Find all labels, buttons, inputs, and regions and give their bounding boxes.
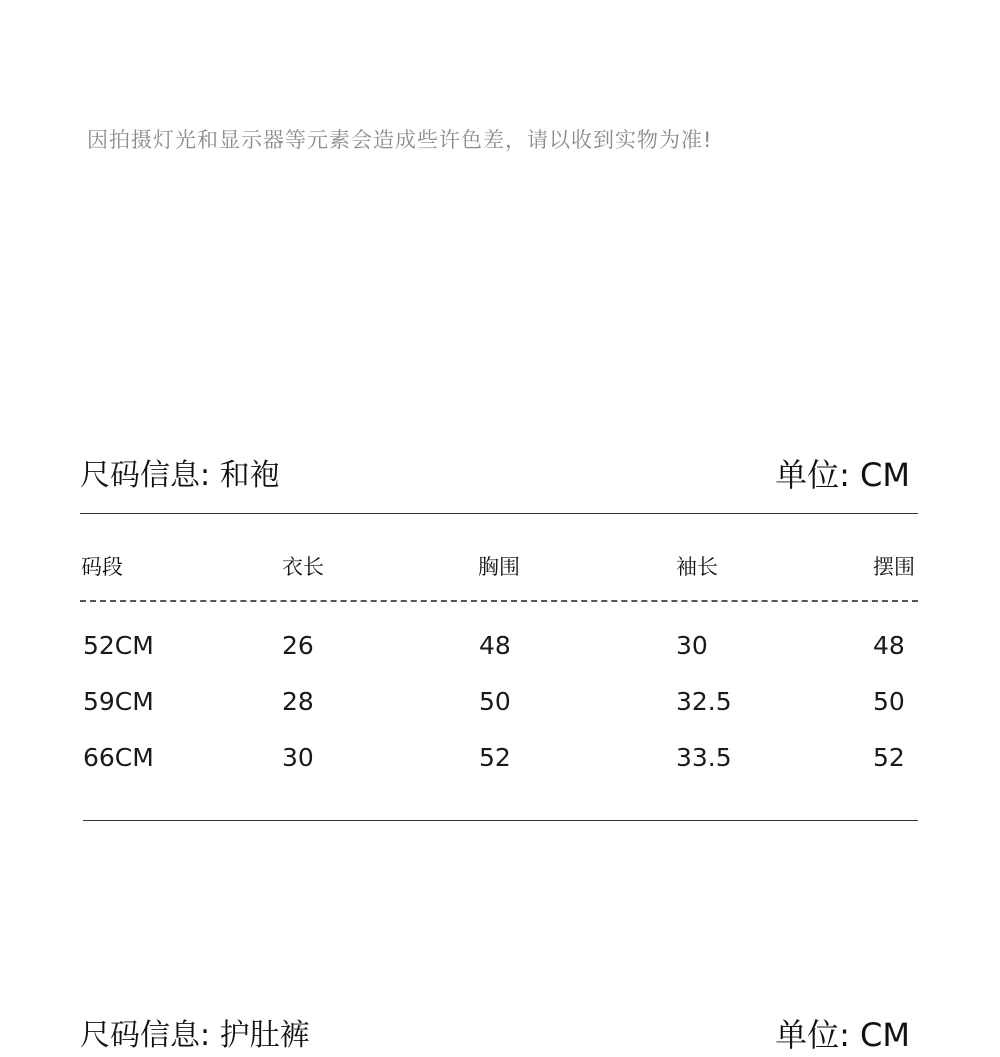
- cell-chest: 48: [479, 631, 511, 660]
- cell-length: 26: [282, 631, 314, 660]
- cell-hem: 48: [873, 631, 905, 660]
- cell-size: 52CM: [83, 631, 154, 660]
- section-title: 尺码信息: 和袍: [80, 458, 280, 493]
- cell-size: 59CM: [83, 687, 154, 716]
- header-sleeve: 袖长: [676, 555, 718, 579]
- cell-chest: 52: [479, 743, 511, 772]
- cell-sleeve: 30: [676, 631, 708, 660]
- header-size: 码段: [81, 555, 123, 579]
- cell-size: 66CM: [83, 743, 154, 772]
- color-difference-notice: 因拍摄灯光和显示器等元素会造成些许色差，请以收到实物为准!: [87, 128, 713, 152]
- unit-label: 单位: CM: [775, 456, 910, 494]
- cell-hem: 52: [873, 743, 905, 772]
- header-hem: 摆围: [873, 555, 915, 579]
- cell-sleeve: 33.5: [676, 743, 732, 772]
- header-dashed-divider: [80, 600, 918, 602]
- unit-label: 单位: CM: [775, 1016, 910, 1054]
- cell-length: 30: [282, 743, 314, 772]
- header-chest: 胸围: [478, 555, 520, 579]
- cell-length: 28: [282, 687, 314, 716]
- top-divider: [80, 513, 918, 514]
- cell-sleeve: 32.5: [676, 687, 732, 716]
- bottom-divider: [83, 820, 918, 821]
- cell-chest: 50: [479, 687, 511, 716]
- header-length: 衣长: [282, 555, 324, 579]
- section-title: 尺码信息: 护肚裤: [80, 1018, 310, 1053]
- cell-hem: 50: [873, 687, 905, 716]
